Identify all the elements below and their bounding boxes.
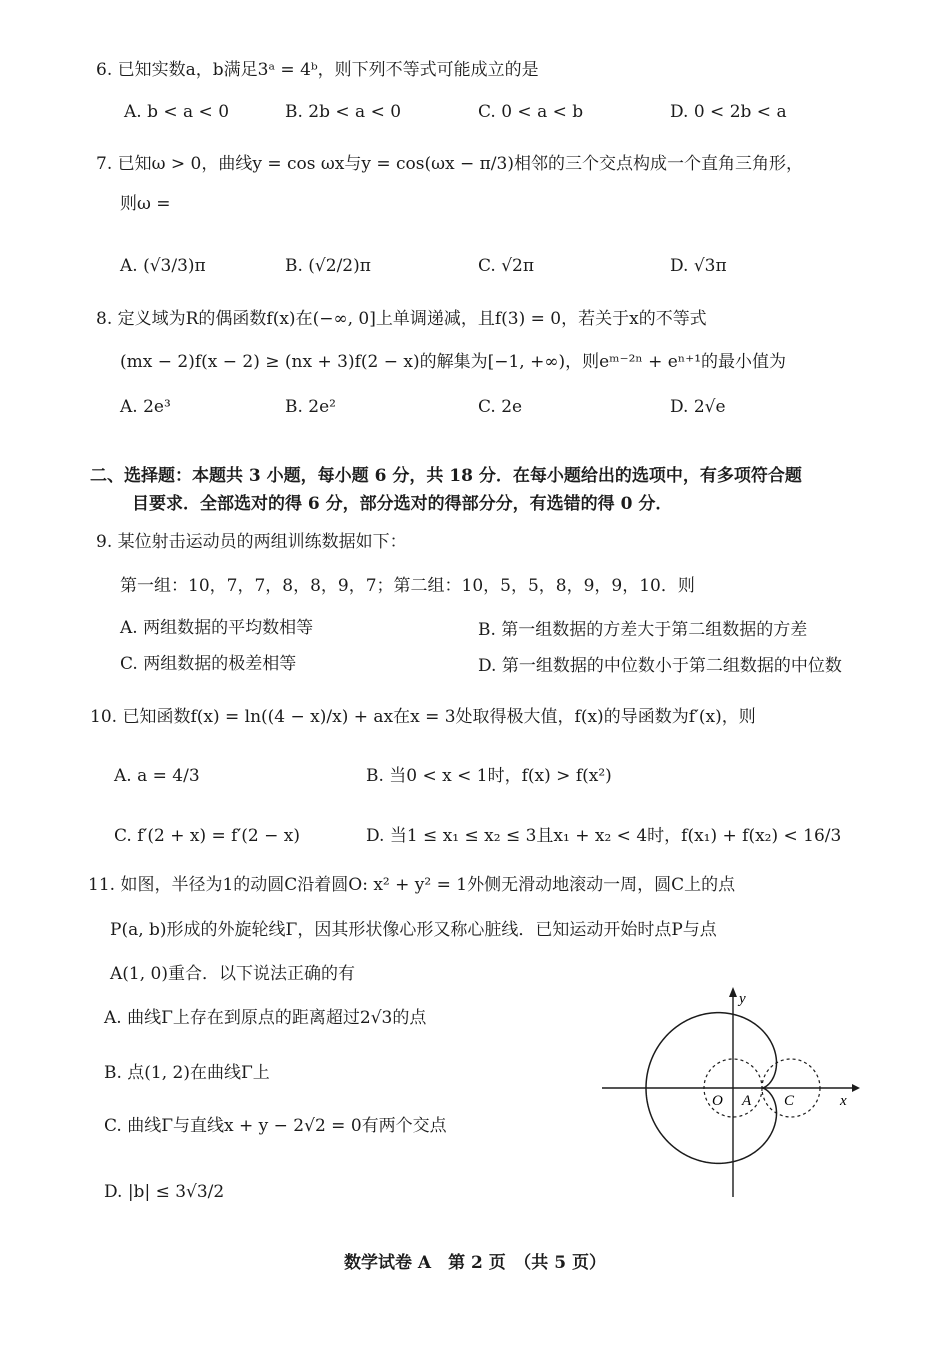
q9-stem: 9. 某位射击运动员的两组训练数据如下： xyxy=(96,532,407,552)
q7-stem: 7. 已知ω > 0，曲线y = cos ωx与y = cos(ωx − π/3)相邻的三个交点构成一个直角三角形， xyxy=(96,154,803,174)
q10-option-d: D. 当1 ≤ x₁ ≤ x₂ ≤ 3且x₁ + x₂ < 4时，f(x₁) + f(x₂) < 16/3 xyxy=(366,826,842,846)
cardioid-figure xyxy=(600,985,860,1200)
q9-option-a: A. 两组数据的平均数相等 xyxy=(120,618,314,638)
q8-option-a: A. 2e³ xyxy=(120,397,171,417)
label-c: C xyxy=(784,1093,795,1109)
q8-stem: 8. 定义域为R的偶函数f(x)在(−∞, 0]上单调递减，且f(3) = 0，若关于x的不等式 xyxy=(96,309,707,329)
q9-option-d: D. 第一组数据的中位数小于第二组数据的中位数 xyxy=(478,656,842,676)
q8-option-d: D. 2√e xyxy=(670,397,726,417)
q11-line3: A(1, 0)重合．以下说法正确的有 xyxy=(110,964,355,984)
section-2-line1: 二、选择题：本题共 3 小题，每小题 6 分，共 18 分．在每小题给出的选项中，有多项符合题 xyxy=(90,466,802,486)
label-a: A xyxy=(742,1093,752,1109)
q11-option-c: C. 曲线Γ与直线x + y − 2√2 = 0有两个交点 xyxy=(104,1116,447,1136)
q11-option-d: D. |b| ≤ 3√3/2 xyxy=(104,1182,225,1202)
q10-option-b: B. 当0 < x < 1时，f(x) > f(x²) xyxy=(366,766,612,786)
q7-option-c: C. √2π xyxy=(478,256,535,276)
q9-data: 第一组：10，7，7，8，8，9，7；第二组：10，5，5，8，9，9，10．则 xyxy=(120,576,695,596)
q7-option-b: B. (√2/2)π xyxy=(285,256,371,276)
q7-stem-cont: 则ω = xyxy=(120,194,171,214)
q11-line2: P(a, b)形成的外旋轮线Γ，因其形状像心形又称心脏线．已知运动开始时点P与点 xyxy=(110,920,717,940)
q9-option-b: B. 第一组数据的方差大于第二组数据的方差 xyxy=(478,620,808,640)
q10-stem: 10. 已知函数f(x) = ln((4 − x)/x) + ax在x = 3处取得极大值，f(x)的导函数为f′(x)，则 xyxy=(90,707,756,727)
q6-stem: 6. 已知实数a，b满足3ᵃ = 4ᵇ，则下列不等式可能成立的是 xyxy=(96,60,539,80)
q6-option-c: C. 0 < a < b xyxy=(478,102,584,122)
q6-option-a: A. b < a < 0 xyxy=(124,102,230,122)
label-x: x xyxy=(840,1093,847,1109)
q10-option-c: C. f′(2 + x) = f′(2 − x) xyxy=(114,826,301,846)
q8-stem-cont: (mx − 2)f(x − 2) ≥ (nx + 3)f(2 − x)的解集为[−1, +∞)，则eᵐ⁻²ⁿ + eⁿ⁺¹的最小值为 xyxy=(120,352,787,372)
section-2-line2: 目要求．全部选对的得 6 分，部分选对的得部分分，有选错的得 0 分． xyxy=(132,494,673,514)
q7-option-d: D. √3π xyxy=(670,256,727,276)
q9-option-c: C. 两组数据的极差相等 xyxy=(120,654,297,674)
q10-option-a: A. a = 4/3 xyxy=(114,766,200,786)
q11-option-a: A. 曲线Γ上存在到原点的距离超过2√3的点 xyxy=(104,1008,427,1028)
q11-option-b: B. 点(1, 2)在曲线Γ上 xyxy=(104,1063,270,1083)
q7-option-a: A. (√3/3)π xyxy=(120,256,206,276)
label-y: y xyxy=(739,991,746,1007)
q8-option-c: C. 2e xyxy=(478,397,523,417)
q6-option-b: B. 2b < a < 0 xyxy=(285,102,402,122)
q6-option-d: D. 0 < 2b < a xyxy=(670,102,787,122)
label-o: O xyxy=(712,1093,723,1109)
x-axis-arrow xyxy=(852,1084,860,1092)
q8-option-b: B. 2e² xyxy=(285,397,336,417)
page-footer: 数学试卷 A 第 2 页 （共 5 页） xyxy=(344,1253,606,1273)
q11-line1: 11. 如图，半径为1的动圆C沿着圆O: x² + y² = 1外侧无滑动地滚动一周，圆C上的点 xyxy=(88,875,736,895)
y-axis-arrow xyxy=(729,987,737,997)
